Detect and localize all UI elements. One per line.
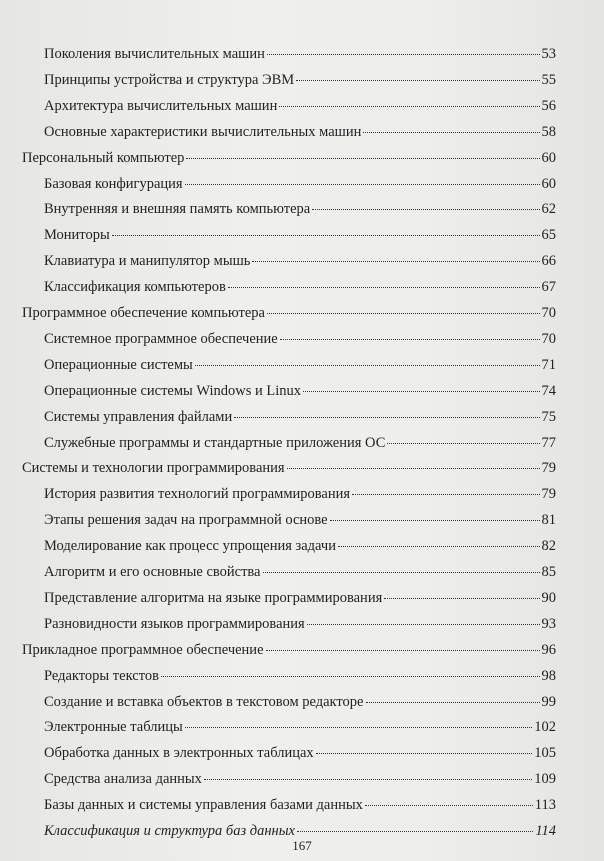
toc-entry-title: Системное программное обеспечение — [44, 331, 278, 347]
toc-entry-page-number: 60 — [541, 176, 556, 192]
toc-entry-page-number: 113 — [534, 797, 556, 813]
dot-leader — [185, 174, 540, 185]
toc-entry-page-number: 74 — [541, 383, 556, 399]
dot-leader — [296, 70, 539, 81]
toc-entry-title: Разновидности языков программирования — [44, 616, 305, 632]
toc-entry-title: Клавиатура и манипулятор мышь — [44, 253, 251, 269]
toc-entry-title: Архитектура вычислительных машин — [44, 98, 278, 114]
dot-leader — [204, 769, 532, 780]
dot-leader — [287, 458, 540, 469]
toc-entry-page-number: 81 — [541, 512, 556, 528]
toc-entry-page-number: 85 — [541, 564, 556, 580]
toc-entry-page-number: 75 — [541, 409, 556, 425]
toc-subsection-entry — [44, 329, 556, 349]
toc-section-entry — [22, 640, 556, 660]
toc-entry-title: Базы данных и системы управления базами данных — [44, 797, 363, 813]
toc-subsection-entry — [44, 381, 556, 401]
toc-entry-page-number: 53 — [541, 46, 556, 62]
dot-leader — [352, 484, 539, 495]
toc-entry-page-number: 71 — [541, 357, 556, 373]
toc-entry-title: Мониторы — [44, 227, 110, 243]
toc-entry-title: Внутренняя и внешняя память компьютера — [44, 201, 311, 217]
toc-subsection-entry — [44, 484, 556, 504]
toc-entry-page-number: 98 — [541, 668, 556, 684]
toc-subsection-entry — [44, 588, 556, 608]
toc-entry-page-number: 82 — [541, 538, 556, 554]
toc-subsection-entry — [44, 536, 556, 556]
toc-entry-title: Средства анализа данных — [44, 771, 202, 787]
dot-leader — [279, 96, 539, 107]
toc-subsection-entry — [44, 433, 556, 453]
toc-entry-page-number: 60 — [541, 150, 556, 166]
dot-leader — [252, 251, 539, 262]
toc-subsection-entry — [44, 562, 556, 582]
dot-leader — [267, 303, 540, 314]
toc-subsection-entry — [44, 70, 556, 90]
toc-subsection-entry — [44, 174, 556, 194]
dot-leader — [338, 536, 540, 547]
dot-leader — [195, 355, 540, 366]
toc-entry-title: Алгоритм и его основные свойства — [44, 564, 261, 580]
toc-subsection-entry — [44, 717, 556, 737]
toc-entry-page-number: 93 — [541, 616, 556, 632]
toc-subsection-entry — [44, 692, 556, 712]
toc-entry-title: Основные характеристики вычислительных машин — [44, 124, 362, 140]
toc-entry-title: Представление алгоритма на языке программирования — [44, 590, 383, 606]
toc-entry-title: Классификация и структура баз данных — [44, 823, 295, 839]
toc-entry-title: Базовая конфигурация — [44, 176, 183, 192]
toc-entry-title: Моделирование как процесс упрощения задачи — [44, 538, 336, 554]
toc-subsection-entry — [44, 769, 556, 789]
toc-entry-page-number: 105 — [534, 745, 556, 761]
toc-entry-page-number: 114 — [535, 823, 556, 839]
dot-leader — [112, 225, 540, 236]
toc-section-entry — [22, 303, 556, 323]
page-number-footer: 167 — [292, 838, 312, 853]
dot-leader — [161, 666, 540, 677]
toc-entry-page-number: 58 — [541, 124, 556, 140]
toc-entry-page-number: 67 — [541, 279, 556, 295]
toc-entry-title: Операционные системы — [44, 357, 193, 373]
toc-entry-page-number: 102 — [534, 719, 556, 735]
dot-leader — [366, 692, 540, 703]
dot-leader — [267, 44, 540, 55]
toc-subsection-entry — [44, 355, 556, 375]
toc-entry-title: Принципы устройства и структура ЭВМ — [44, 72, 295, 88]
toc-entry-title: Обработка данных в электронных таблицах — [44, 745, 314, 761]
toc-subsection-entry — [44, 510, 556, 530]
toc-entry-page-number: 99 — [541, 694, 556, 710]
toc-entry-page-number: 96 — [541, 642, 556, 658]
toc-entry-page-number: 79 — [541, 486, 556, 502]
toc-entry-page-number: 70 — [541, 305, 556, 321]
toc-entry-page-number: 109 — [534, 771, 556, 787]
toc-entry-title: Системы управления файлами — [44, 409, 233, 425]
dot-leader — [363, 122, 539, 133]
toc-entry-title: Электронные таблицы — [44, 719, 183, 735]
toc-entry-title: Программное обеспечение компьютера — [22, 305, 265, 321]
toc-entry-title: Классификация компьютеров — [44, 279, 226, 295]
toc-subsection-entry — [44, 795, 556, 815]
dot-leader — [228, 277, 540, 288]
dot-leader — [330, 510, 540, 521]
toc-subsection-entry — [44, 199, 556, 219]
toc-subsection-entry — [44, 122, 556, 142]
toc-entry-title: История развития технологий программирования — [44, 486, 351, 502]
toc-subsection-entry — [44, 743, 556, 763]
dot-leader — [297, 821, 533, 832]
toc-entry-title: Служебные программы и стандартные приложения ОС — [44, 435, 386, 451]
toc-entry-page-number: 70 — [541, 331, 556, 347]
dot-leader — [234, 407, 539, 418]
toc-entry-page-number: 56 — [541, 98, 556, 114]
toc-entry-title: Персональный компьютер — [22, 150, 185, 166]
toc-subsection-entry — [44, 225, 556, 245]
toc-entry-page-number: 90 — [541, 590, 556, 606]
toc-entry-page-number: 62 — [541, 201, 556, 217]
toc-entry-title: Создание и вставка объектов в текстовом редакторе — [44, 694, 364, 710]
dot-leader — [303, 381, 539, 392]
dot-leader — [384, 588, 539, 599]
dot-leader — [312, 199, 539, 210]
toc-entry-title: Операционные системы Windows и Linux — [44, 383, 302, 399]
toc-subsection-entry — [44, 407, 556, 427]
dot-leader — [365, 795, 533, 806]
toc-subsection-entry — [44, 666, 556, 686]
toc-entry-title: Прикладное программное обеспечение — [22, 642, 264, 658]
dot-leader — [307, 614, 540, 625]
toc-subsection-entry — [44, 96, 556, 116]
toc-section-entry — [22, 458, 556, 478]
toc-subsection-entry — [44, 251, 556, 271]
toc-entry-page-number: 77 — [541, 435, 556, 451]
toc-entry-title: Этапы решения задач на программной основе — [44, 512, 328, 528]
toc-section-entry — [22, 148, 556, 168]
dot-leader — [280, 329, 540, 340]
toc-entry-page-number: 66 — [541, 253, 556, 269]
dot-leader — [266, 640, 540, 651]
dot-leader — [186, 148, 539, 159]
toc-entry-page-number: 65 — [541, 227, 556, 243]
toc-entry-page-number: 55 — [541, 72, 556, 88]
dot-leader — [387, 433, 539, 444]
toc-entry-title: Системы и технологии программирования — [22, 460, 285, 476]
dot-leader — [263, 562, 540, 573]
toc-subsection-entry — [44, 44, 556, 64]
toc-entry-title: Поколения вычислительных машин — [44, 46, 265, 62]
toc-entry-page-number: 79 — [541, 460, 556, 476]
toc-entry-title: Редакторы текстов — [44, 668, 159, 684]
toc-subsection-entry — [44, 277, 556, 297]
dot-leader — [185, 717, 533, 728]
toc-subsection-entry — [44, 614, 556, 634]
dot-leader — [316, 743, 533, 754]
